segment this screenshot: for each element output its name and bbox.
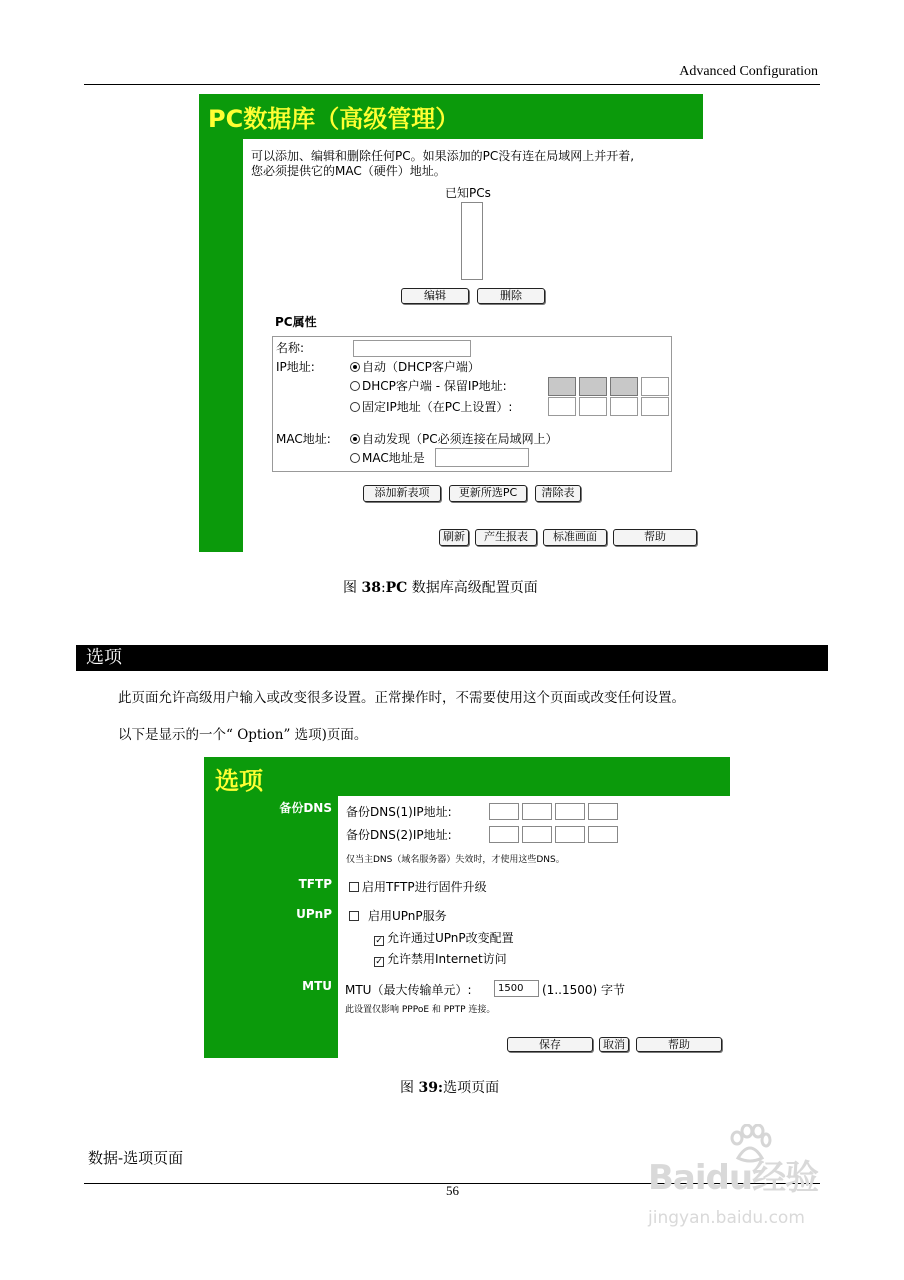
option-page-note: 以下是显示的一个“ Option” 选项)页面。: [118, 727, 368, 743]
edit-button[interactable]: 编辑: [401, 288, 469, 304]
header-rule: [84, 84, 820, 85]
known-pcs-listbox[interactable]: [461, 202, 483, 280]
generate-report-button[interactable]: 产生报表: [475, 529, 537, 546]
help-button[interactable]: 帮助: [613, 529, 697, 546]
save-button[interactable]: 保存: [507, 1037, 593, 1052]
options-help-button[interactable]: 帮助: [636, 1037, 722, 1052]
dns1-octet-2[interactable]: [522, 803, 552, 820]
upnp-side-label: UPnP: [296, 907, 332, 921]
watermark-url: jingyan.baidu.com: [648, 1208, 805, 1228]
mtu-input[interactable]: 1500: [494, 980, 539, 997]
delete-button[interactable]: 删除: [477, 288, 545, 304]
backup-dns-side-label: 备份DNS: [279, 801, 332, 815]
dns1-octet-4[interactable]: [588, 803, 618, 820]
ip-dhcp-reserved-option[interactable]: DHCP客户端 - 保留IP地址:: [350, 379, 507, 394]
ip-auto-radio[interactable]: [350, 362, 360, 372]
page-number: 56: [446, 1183, 459, 1198]
mac-address-input[interactable]: [435, 448, 529, 467]
upnp-allow-config-checkbox[interactable]: ✓: [375, 936, 383, 946]
clear-table-button[interactable]: 清除表: [535, 485, 581, 502]
mtu-side-label: MTU: [302, 979, 332, 993]
mtu-label: MTU（最大传输单元）:: [345, 983, 472, 997]
pc-db-sidebar: [199, 139, 243, 552]
dns1-label: 备份DNS(1)IP地址:: [346, 805, 452, 819]
mac-manual-option[interactable]: MAC地址是: [350, 451, 425, 466]
reserved-ip-octet-3[interactable]: [610, 377, 638, 396]
refresh-button[interactable]: 刷新: [439, 529, 469, 546]
pc-db-titlebar: [199, 94, 703, 139]
mac-address-label: MAC地址:: [276, 432, 331, 446]
pc-database-screenshot: [199, 94, 703, 552]
upnp-allow-config-option[interactable]: ✓ 允许通过UPnP改变配置: [375, 931, 514, 946]
name-label: 名称:: [276, 341, 305, 355]
mtu-range: (1..1500) 字节: [542, 983, 625, 997]
reserved-ip-octet-2[interactable]: [579, 377, 607, 396]
section-heading-options: 选项: [76, 645, 828, 671]
watermark-brand: Baidu经验: [648, 1158, 819, 1198]
pc-properties-heading: PC属性: [275, 315, 317, 329]
ip-address-label: IP地址:: [276, 360, 315, 374]
upnp-checkbox[interactable]: [349, 911, 359, 921]
dns1-octet-3[interactable]: [555, 803, 585, 820]
name-input[interactable]: [353, 340, 471, 357]
pc-db-title: PC数据库（高级管理）: [208, 105, 460, 133]
reserved-ip-octet-4[interactable]: [641, 377, 669, 396]
figure-38-caption: 图 38:PC 数据库高级配置页面: [343, 580, 538, 596]
options-screenshot: [204, 757, 730, 1058]
known-pcs-label: 已知PCs: [445, 186, 491, 200]
subsection-title: 数据-选项页面: [88, 1149, 184, 1167]
mac-manual-radio[interactable]: [350, 453, 360, 463]
fixed-ip-octet-1[interactable]: [548, 397, 576, 416]
mtu-note: 此设置仅影响 PPPoE 和 PPTP 连接。: [345, 1005, 496, 1015]
dns2-octet-4[interactable]: [588, 826, 618, 843]
fixed-ip-octet-3[interactable]: [610, 397, 638, 416]
ip-fixed-option[interactable]: 固定IP地址（在PC上设置）:: [350, 400, 512, 415]
pc-db-intro-line1: 可以添加、编辑和删除任何PC。如果添加的PC没有连在局域网上并开着,: [251, 149, 635, 163]
figure-39-caption: 图 39:选项页面: [400, 1080, 500, 1096]
running-header: Advanced Configuration: [679, 64, 818, 79]
dns2-octet-2[interactable]: [522, 826, 552, 843]
standard-screen-button[interactable]: 标准画面: [543, 529, 607, 546]
options-sidebar: [204, 796, 338, 1058]
tftp-option[interactable]: 启用TFTP进行固件升级: [349, 880, 487, 895]
options-title: 选项: [215, 767, 263, 795]
mac-auto-radio[interactable]: [350, 434, 360, 444]
pc-db-intro-line2: 您必须提供它的MAC（硬件）地址。: [251, 164, 446, 178]
fixed-ip-octet-4[interactable]: [641, 397, 669, 416]
dns2-octet-3[interactable]: [555, 826, 585, 843]
ip-auto-option[interactable]: 自动（DHCP客户端）: [350, 360, 480, 375]
upnp-option[interactable]: 启用UPnP服务: [349, 909, 447, 924]
dns1-octet-1[interactable]: [489, 803, 519, 820]
ip-dhcp-reserved-radio[interactable]: [350, 381, 360, 391]
intro-paragraph: 此页面允许高级用户输入或改变很多设置。正常操作时，不需要使用这个页面或改变任何设置。: [118, 690, 685, 706]
dns-note: 仅当主DNS（域名服务器）失效时，才使用这些DNS。: [346, 855, 565, 865]
reserved-ip-octet-1[interactable]: [548, 377, 576, 396]
upnp-allow-disable-checkbox[interactable]: ✓: [375, 957, 383, 967]
add-entry-button[interactable]: 添加新表项: [363, 485, 441, 502]
dns2-octet-1[interactable]: [489, 826, 519, 843]
options-titlebar: [204, 757, 730, 796]
upnp-allow-disable-option[interactable]: ✓ 允许禁用Internet访问: [375, 952, 507, 967]
fixed-ip-octet-2[interactable]: [579, 397, 607, 416]
ip-fixed-radio[interactable]: [350, 402, 360, 412]
dns2-label: 备份DNS(2)IP地址:: [346, 828, 452, 842]
tftp-checkbox[interactable]: [349, 882, 359, 892]
update-selected-pc-button[interactable]: 更新所选PC: [449, 485, 527, 502]
mac-auto-option[interactable]: 自动发现（PC必须连接在局域网上）: [350, 432, 558, 447]
cancel-button[interactable]: 取消: [599, 1037, 629, 1052]
tftp-side-label: TFTP: [298, 877, 332, 891]
